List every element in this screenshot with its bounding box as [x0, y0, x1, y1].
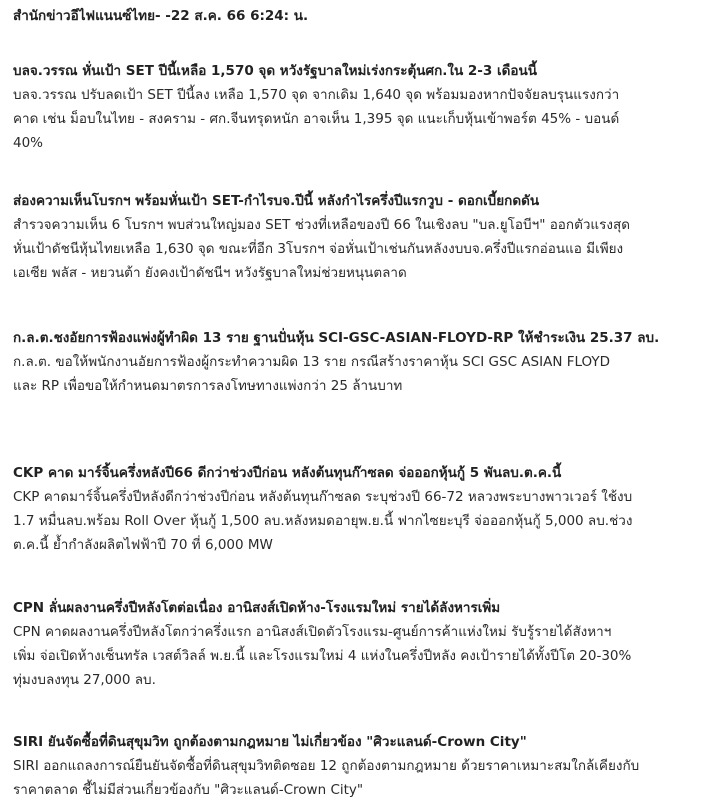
summary-line: เอเซีย พลัส - หยวนต้า ยังคงเป้าดัชนีฯ หวังรัฐบาลใหม่ช่วยหนุนตลาด: [13, 265, 407, 281]
news-summary: [13, 620, 701, 692]
summary-line: ราคาตลาด ชี้ไม่มีส่วนเกี่ยวข้องกับ "ศิวะแลนด์-Crown City": [13, 782, 364, 798]
news-item: [13, 461, 701, 557]
news-summary: [13, 754, 701, 802]
summary-line: 1.7 หมื่นลบ.พร้อม Roll Over หุ้นกู้ 1,500 ลบ.หลังหมดอายุพ.ย.นี้ ฟากไซยะบุรี จ่อออกหุ้นกู้ 5,000 ลบ.ช่วง: [13, 513, 633, 529]
news-summary: [13, 350, 701, 398]
summary-line: เพิ่ม จ่อเปิดห้างเซ็นทรัล เวสต์วิลล์ พ.ย.นี้ และโรงแรมใหม่ 4 แห่งในครึ่งปีหลัง คงเป้ารายได้ทั้งปีโต 20-30%: [13, 648, 632, 664]
summary-line: และ RP เพื่อขอให้กำหนดมาตรการลงโทษทางแพ่งกว่า 25 ล้านบาท: [13, 378, 403, 394]
summary-line: ต.ค.นี้ ย้ำกำลังผลิตไฟฟ้าปี 70 ที่ 6,000 MW: [13, 537, 273, 553]
summary-line: บลจ.วรรณ ปรับลดเป้า SET ปีนี้ลง เหลือ 1,570 จุด จากเดิม 1,640 จุด พร้อมมองหากปัจจัยลบรุนแรงกว่า: [13, 87, 620, 103]
summary-line: สำรวจความเห็น 6 โบรกฯ พบส่วนใหญ่มอง SET ช่วงที่เหลือของปี 66 ในเชิงลบ "บล.ยูโอบีฯ" ออกตัวแรงสุด: [13, 217, 630, 233]
news-source-header: สำนักข่าวอีไฟแนนซ์ไทย- -22 ส.ค. 66 6:24: น.: [13, 8, 309, 24]
news-item: [13, 59, 701, 155]
news-headline-link[interactable]: ก.ล.ต.ชงอัยการฟ้องแพ่งผู้ทำผิด 13 ราย ฐานปั่นหุ้น SCI-GSC-ASIAN-FLOYD-RP ให้ชำระเงิน 25.37 ลบ.: [13, 330, 660, 346]
summary-line: SIRI ออกแถลงการณ์ยืนยันจัดซื้อที่ดินสุขุมวิทติดซอย 12 ถูกต้องตามกฎหมาย ด้วยราคาเหมาะสมใกล้เคียงกับ: [13, 758, 640, 774]
news-summary: [13, 213, 701, 285]
news-item: [13, 189, 701, 285]
news-headline-link[interactable]: ส่องความเห็นโบรกฯ พร้อมหั่นเป้า SET-กำไรบจ.ปีนี้ หลังกำไรครึ่งปีแรกวูบ - ดอกเบี้ยกดดัน: [13, 193, 540, 209]
summary-line: ทุ่มงบลงทุน 27,000 ลบ.: [13, 672, 156, 688]
summary-line: 40%: [13, 135, 44, 151]
news-headline-link[interactable]: บลจ.วรรณ หั่นเป้า SET ปีนี้เหลือ 1,570 จุด หวังรัฐบาลใหม่เร่งกระตุ้นศก.ใน 2-3 เดือนนี้: [13, 63, 537, 79]
news-item: [13, 596, 701, 692]
news-headline-link[interactable]: SIRI ยันจัดซื้อที่ดินสุขุมวิท ถูกต้องตามกฎหมาย ไม่เกี่ยวข้อง "ศิวะแลนด์-Crown City": [13, 734, 527, 750]
summary-line: CPN คาดผลงานครึ่งปีหลังโตกว่าครึ่งแรก อานิสงส์เปิดตัวโรงแรม-ศูนย์การค้าแห่งใหม่ รับรู้รายได้สังหาฯ: [13, 624, 612, 640]
summary-line: คาด เช่น ม็อบในไทย - สงคราม - ศก.จีนทรุดหนัก อาจเห็น 1,395 จุด แนะเก็บหุ้นเข้าพอร์ต 45% - บอนด์: [13, 111, 620, 127]
news-headline-link[interactable]: CKP คาด มาร์จิ้นครึ่งหลังปี66 ดีกว่าช่วงปีก่อน หลังต้นทุนก๊าซลด จ่อออกหุ้นกู้ 5 พันลบ.ต.ค.นี้: [13, 465, 562, 481]
news-summary: [13, 83, 701, 155]
summary-line: ก.ล.ต. ขอให้พนักงานอัยการฟ้องผู้กระทำความผิด 13 ราย กรณีสร้างราคาหุ้น SCI GSC ASIAN FLOYD: [13, 354, 611, 370]
news-item: [13, 326, 701, 398]
summary-line: หั่นเป้าดัชนีหุ้นไทยเหลือ 1,630 จุด ขณะที่อีก 3โบรกฯ จ่อหั่นเป้าเช่นกันหลังงบบจ.ครึ่งปีแรกอ่อนแอ มีเพียง: [13, 241, 624, 257]
summary-line: CKP คาดมาร์จิ้นครึ่งปีหลังดีกว่าช่วงปีก่อน หลังต้นทุนก๊าซลด ระบุช่วงปี 66-72 หลวงพระบางพาวเวอร์ ใช้งบ: [13, 489, 633, 505]
news-summary: [13, 485, 701, 557]
news-item: [13, 730, 701, 802]
news-headline-link[interactable]: CPN ลั่นผลงานครึ่งปีหลังโตต่อเนื่อง อานิสงส์เปิดห้าง-โรงแรมใหม่ รายได้ลังหารเพิ่ม: [13, 600, 501, 616]
